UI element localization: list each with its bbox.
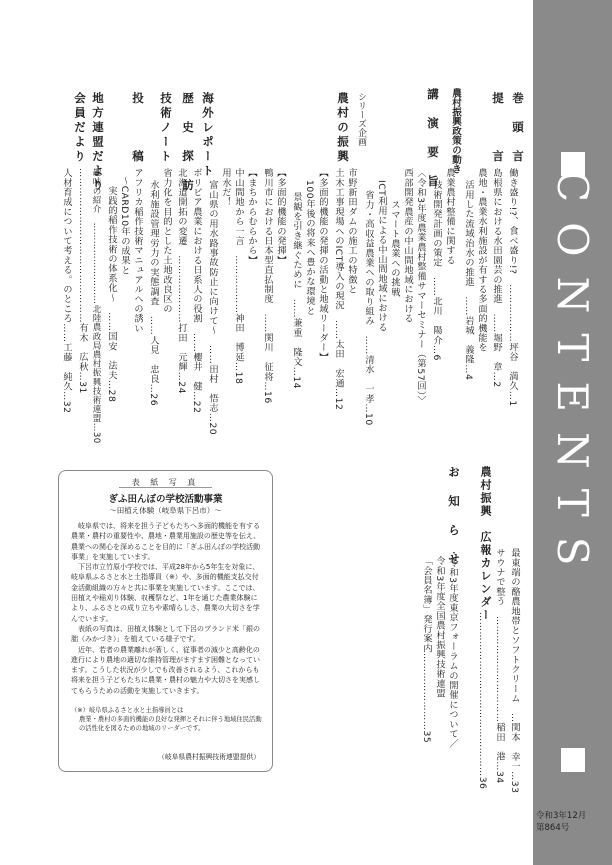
section-series: シリーズ企画 bbox=[356, 92, 366, 146]
toc-entry: 〈令和3年度農業農村整備サマーセミナー（第57回）〉 bbox=[415, 168, 426, 406]
toc-entry: 技術開発計画の策定 ……北川 陽介…6 bbox=[431, 180, 442, 361]
cover-note-body: 農業・農村の多面的機能の良好な発揮とそれに伴う地域住民活動の活性化を図るための地域のリーダーです。 bbox=[79, 716, 262, 732]
toc-entry: 実践的稲作技術の体系化〜 ……国安 法夫…28 bbox=[106, 186, 117, 403]
cover-label: 表 紙 写 真 bbox=[131, 478, 200, 487]
square-bullet-icon bbox=[561, 748, 585, 772]
toc-entry: 人材育成について考える。のところ……工藤 純久…32 bbox=[61, 168, 72, 414]
toc-entry: 用水だ！ bbox=[220, 168, 231, 207]
section-toko: 投 稿 bbox=[131, 92, 145, 165]
toc-entry: ……………………………………………36 bbox=[477, 612, 488, 790]
toc-entry: ICT利用による中山間地域における bbox=[376, 180, 387, 333]
toc-entry: 〜CARD10年の成果と bbox=[119, 176, 130, 276]
section-koen: 講 演 要 旨 bbox=[426, 88, 440, 190]
toc-entry: ボリビア農業における日系人の役割 ……櫻井 健…22 bbox=[191, 168, 202, 414]
toc-entry: 趣味の紹介 ………………………北陸農政局農村振興技術連盟…30 bbox=[91, 168, 101, 444]
section-oshirase: お 知 ら せ bbox=[447, 466, 461, 568]
section-koho-calendar: 農村振興 広報カレンダー bbox=[479, 466, 492, 622]
toc-entry: 省力・高収益農業への取り組み ……清水 一孝…10 bbox=[363, 190, 374, 426]
cover-paragraph: 下呂市立竹原小学校では、平成28年から5年生を対象に、岐阜県ふるさと水と土指導員（※）や、多面的機能支払交付金活動組織の方々と共に事業を実施しています。ここでは、田植えや稲刈り体験、収穫祭など、1年を通じた農業体験により、ふるさとの成り立ちや素晴らしさ、農業の大切さを学んでいます。 bbox=[71, 563, 260, 623]
toc-entry: ・令和3年度東京フォーラムの開催について／ bbox=[447, 548, 458, 749]
cover-note bbox=[71, 706, 262, 733]
cover-subtitle: 〜田植え体験（岐阜県下呂市）〜 bbox=[109, 506, 222, 515]
cover-note-title: （※）岐阜県ふるさと水と土指導員とは bbox=[71, 707, 184, 714]
section-teigen: 提 言 bbox=[491, 92, 505, 165]
toc-entry: 農地・農業水利施設が有する多面的機能を bbox=[476, 168, 487, 353]
toc-entry: …………………………………………有木 広秋…31 bbox=[77, 168, 88, 394]
section-chiho: 地方連盟だより bbox=[91, 92, 105, 194]
toc-entry: 働き盛り!?、食べ盛り!? ………………坪谷 満久…1 bbox=[507, 168, 518, 407]
toc-entry: 省力化を目的とした土地改良区の bbox=[161, 168, 172, 314]
section-noson-shinko: 農村の振興 bbox=[336, 92, 350, 165]
toc-entry: 【まちからむらから】 bbox=[246, 168, 257, 265]
cover-photo-box bbox=[58, 470, 273, 772]
section-gijutsu: 技術ノート bbox=[159, 92, 173, 165]
toc-entry: スマート農業への挑戦 bbox=[389, 200, 400, 297]
toc-entry: 中山間地から一言 ………………神田 博延…18 bbox=[233, 168, 244, 385]
toc-entry: サウナで整う ……………………………稲田 港…34 bbox=[494, 548, 505, 784]
toc-entry: 水利施設管理労力の実態調査 ……人見 忠良…26 bbox=[148, 180, 159, 407]
toc-entry: 令和3年度全国農村振興技術連盟 bbox=[434, 556, 445, 699]
section-kaiin: 会員だより bbox=[73, 92, 87, 165]
toc-entry: 景観を引き継ぐために ……兼重 隆文…14 bbox=[291, 192, 302, 389]
toc-entry: 【多面的機能の発揮】 bbox=[275, 168, 286, 265]
toc-entry: アフリカ稲作技術マニュアルへの誘い bbox=[132, 168, 143, 333]
toc-entry: 【多面的機能の発揮の活動と地域リーダー】 bbox=[317, 168, 328, 362]
cover-body bbox=[71, 521, 262, 696]
cover-title: ぎふ田んぼの学校活動事業 bbox=[108, 494, 223, 505]
cover-paragraph: 岐阜県では、将来を担う子どもたちへ多面的機能を有する農業・農村の重要性や、農地・農業用施設の歴史等を伝え、農業への関心を深めることを目的に「ぎふ田んぼの学校活動事業」を実施しています。 bbox=[71, 522, 261, 561]
issue-date: 令和3年12月 bbox=[536, 811, 587, 821]
contents-title: CONTENTS bbox=[548, 170, 597, 586]
toc-entry: 「会員名簿」発行案内……………………35 bbox=[421, 556, 432, 744]
toc-entry: 活用した流域治水の推進 ……岩城 義隆…4 bbox=[463, 180, 474, 381]
toc-entry: 西部開発農産の中山間地域における bbox=[402, 168, 413, 324]
cover-paragraph: 表紙の写真は、田植え体験として下呂のブランド米「銀の朏（みかづき）」を植えている様子です。 bbox=[71, 624, 260, 644]
cover-paragraph: 近年、若者の農業離れが著しく、従事者の減少と高齢化の進行により農地の適切な維持管理がますます困難となっています。こうした状況が少しでも改善されるよう、これからも将来を担う子どもたちに農業・農村の魅力や大切さを実感してもらうための活動を実施していきます。 bbox=[71, 645, 260, 695]
toc-entry: 富山県の用水路事故防止に向けて〜 ……田村 悟志…20 bbox=[207, 180, 218, 436]
section-kaigai: 海外レポート bbox=[201, 92, 215, 179]
cover-divider bbox=[119, 487, 212, 488]
toc-entry: 100年後の将来へ豊かな環境と bbox=[304, 180, 315, 316]
cover-credit: （岐阜県農村振興技術連盟提供） bbox=[158, 753, 260, 761]
toc-entry: 農業農村整備に関する bbox=[444, 168, 455, 265]
toc-entry: 島根県における水田園芸の推進 ……堀野 章…2 bbox=[491, 168, 502, 388]
toc-entry: 鴨川市における日本型直払制度 ……関川 征将…16 bbox=[262, 168, 273, 404]
section-rekishi: 歴 史 探 訪 bbox=[181, 92, 195, 194]
section-kantogen: 巻 頭 言 bbox=[511, 92, 525, 165]
issue-number: 第864号 bbox=[536, 823, 570, 833]
toc-entry: 市野新田ダムの施工の特徴と bbox=[346, 168, 357, 295]
issue-info bbox=[536, 810, 586, 834]
toc-entry: 最東端の酪農地帯とソフトクリーム …関本 幸一…33 bbox=[509, 548, 520, 794]
section-seisaku: 農村振興政策の動き bbox=[450, 88, 461, 174]
toc-entry: 土木工事現場へのICT導入の現況 ……太田 宏通…12 bbox=[333, 168, 344, 411]
toc-entry: 北海道開拓の変遷 …………………打田 元輝…24 bbox=[176, 168, 187, 394]
